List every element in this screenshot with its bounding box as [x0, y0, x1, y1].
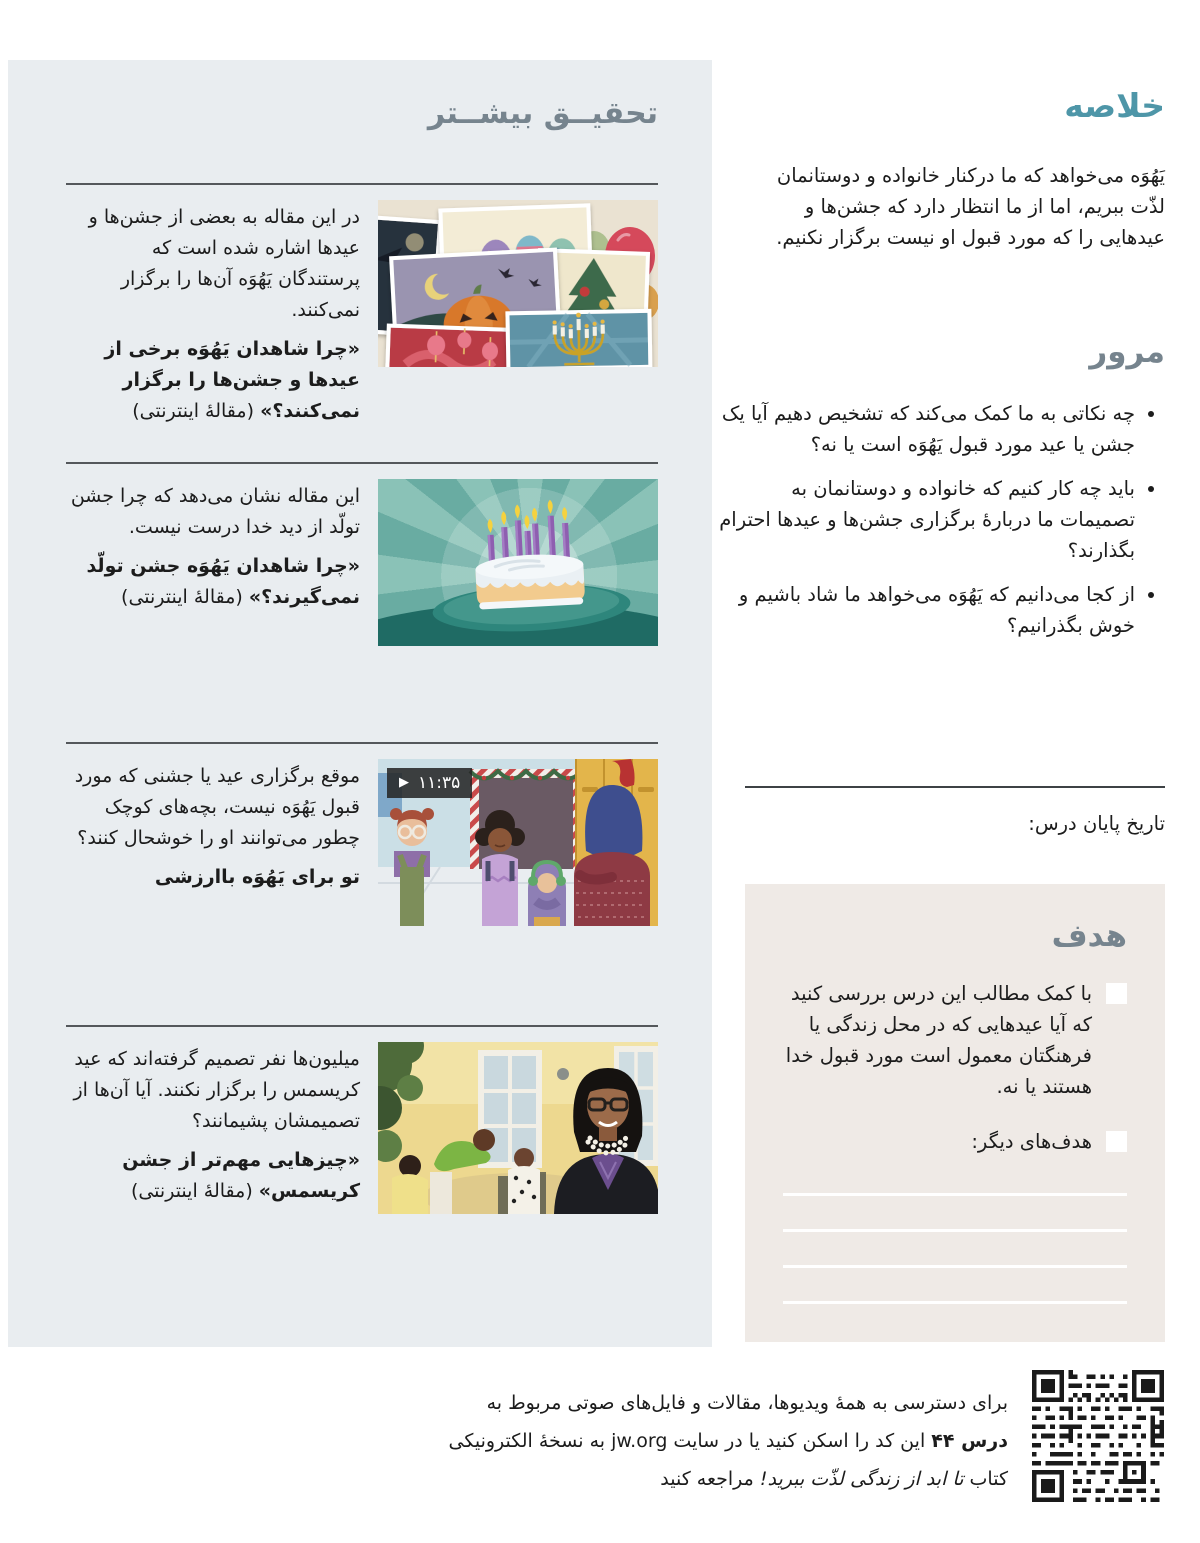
explore-panel — [8, 60, 712, 1347]
explore-item-desc: موقع برگزاری عید یا جشنی که مورد قبول یَهُوَه نیست، بچه‌های کوچک چطور می‌توانند او را خوشحال کنند؟ — [74, 765, 360, 849]
menorah-card — [505, 309, 652, 367]
video-thumbnail[interactable] — [378, 759, 658, 926]
checkbox[interactable] — [1106, 983, 1127, 1004]
article-link[interactable]: «چرا شاهدان یَهُوَه برخی از عیدها و جشن‌ها را برگزار نمی‌کنند؟» — [104, 338, 360, 422]
explore-item-birthday — [66, 462, 658, 646]
video-duration: ۱۱:۳۵ — [418, 773, 461, 793]
summary-body: یَهُوَه می‌خواهد که ما درکنار خانواده و دوستانمان لذّت ببریم، اما از ما انتظار دارد که جشن‌ها و عیدهایی را که مورد قبول او نیست برگزار نکنیم. — [776, 164, 1165, 249]
explore-item-christmas — [66, 1025, 658, 1215]
review-title: مرور — [1089, 334, 1165, 370]
goal-box — [745, 884, 1165, 1342]
video-link[interactable]: تو برای یَهُوَه باارزشی — [154, 866, 360, 888]
divider — [66, 183, 658, 185]
explore-item-video — [66, 742, 658, 926]
family-photo-illustration — [378, 1042, 658, 1214]
video-duration-badge — [387, 768, 472, 798]
lesson-number: درس ۴۴ — [931, 1430, 1008, 1452]
holiday-cards-illustration — [378, 200, 658, 367]
play-icon: ▶ — [399, 775, 409, 790]
write-in-line[interactable] — [783, 1229, 1127, 1232]
divider — [66, 742, 658, 744]
goal-item-2 — [783, 1126, 1127, 1157]
divider — [66, 462, 658, 464]
article-link-note: (مقالهٔ اینترنتی) — [132, 400, 255, 422]
book-title: تا ابد از زندگی لذّت ببرید! — [759, 1468, 964, 1490]
footer-line-1: برای دسترسی به همهٔ ویدیوها، مقالات و فایل‌های صوتی مربوط به — [486, 1392, 1008, 1414]
write-in-line[interactable] — [783, 1265, 1127, 1268]
goal-item-1 — [783, 978, 1127, 1102]
article-link-note: (مقالهٔ اینترنتی) — [121, 586, 243, 608]
qr-code[interactable] — [1032, 1370, 1164, 1502]
goal-item-text: با کمک مطالب این درس بررسی کنید که آیا عیدهایی که در محل زندگی یا فرهنگتان معمول است مورد قبول خدا هستند یا نه. — [785, 982, 1092, 1098]
review-bullet: • چه نکاتی به ما کمک می‌کند که تشخیص دهیم آیا یک جشن یا عید مورد قبول یَهُوَه است یا نه؟ — [715, 398, 1135, 460]
article-link-note: (مقالهٔ اینترنتی) — [130, 1180, 253, 1202]
holiday-cards-image[interactable] — [378, 200, 658, 367]
summary-title: خلاصه — [1064, 86, 1165, 125]
divider — [66, 1025, 658, 1027]
explore-item-desc: میلیون‌ها نفر تصمیم گرفته‌اند که عید کریسمس را برگزار نکنند. آیا آن‌ها از تصمیمشان پشیمانند؟ — [73, 1048, 360, 1132]
review-bullet: • باید چه کار کنیم که خانواده و دوستانمان به تصمیمات ما دربارهٔ برگزاری جشن‌ها و عیدها احترام بگذارند؟ — [715, 473, 1135, 566]
checkbox[interactable] — [1106, 1131, 1127, 1152]
explore-item-desc: این مقاله نشان می‌دهد که چرا جشن تولّد از دید خدا درست نیست. — [70, 485, 360, 538]
review-bullet: • از کجا می‌دانیم که یَهُوَه می‌خواهد ما شاد باشیم و خوش بگذرانیم؟ — [715, 579, 1135, 641]
review-list — [715, 398, 1165, 654]
article-link[interactable]: «چرا شاهدان یَهُوَه جشن تولّد نمی‌گیرند؟» — [86, 555, 360, 608]
article-link[interactable]: «چیزهایی مهم‌تر از جشن کریسمس» — [122, 1149, 360, 1202]
birthday-cake-illustration — [378, 479, 658, 646]
family-photo-image[interactable] — [378, 1042, 658, 1214]
character-kid-headphones — [528, 862, 566, 926]
completion-date-label: تاریخ پایان درس: — [1028, 812, 1165, 835]
footer-line-3: کتاب تا ابد از زندگی لذّت ببرید! مراجعه کنید — [660, 1468, 1008, 1490]
footer-line-2: درس ۴۴ این کد را اسکن کنید یا در سایت jw.org به نسخهٔ الکترونیکی — [448, 1430, 1008, 1452]
goal-title: هدف — [1051, 918, 1127, 954]
explore-item-holidays — [66, 183, 658, 435]
goal-item-text: هدف‌های دیگر: — [971, 1130, 1092, 1153]
explore-title: تحقیــق بیشــتر — [427, 96, 658, 131]
write-in-line[interactable] — [783, 1301, 1127, 1304]
divider — [745, 786, 1165, 788]
birthday-cake-image[interactable] — [378, 479, 658, 646]
qr-code-pattern — [1032, 1370, 1164, 1502]
footer-note — [408, 1384, 1008, 1498]
explore-item-desc: در این مقاله به بعضی از جشن‌ها و عیدها اشاره شده است که پرستندگان یَهُوَه آن‌ها را برگزار نمی‌کنند. — [88, 206, 360, 321]
write-in-line[interactable] — [783, 1193, 1127, 1196]
